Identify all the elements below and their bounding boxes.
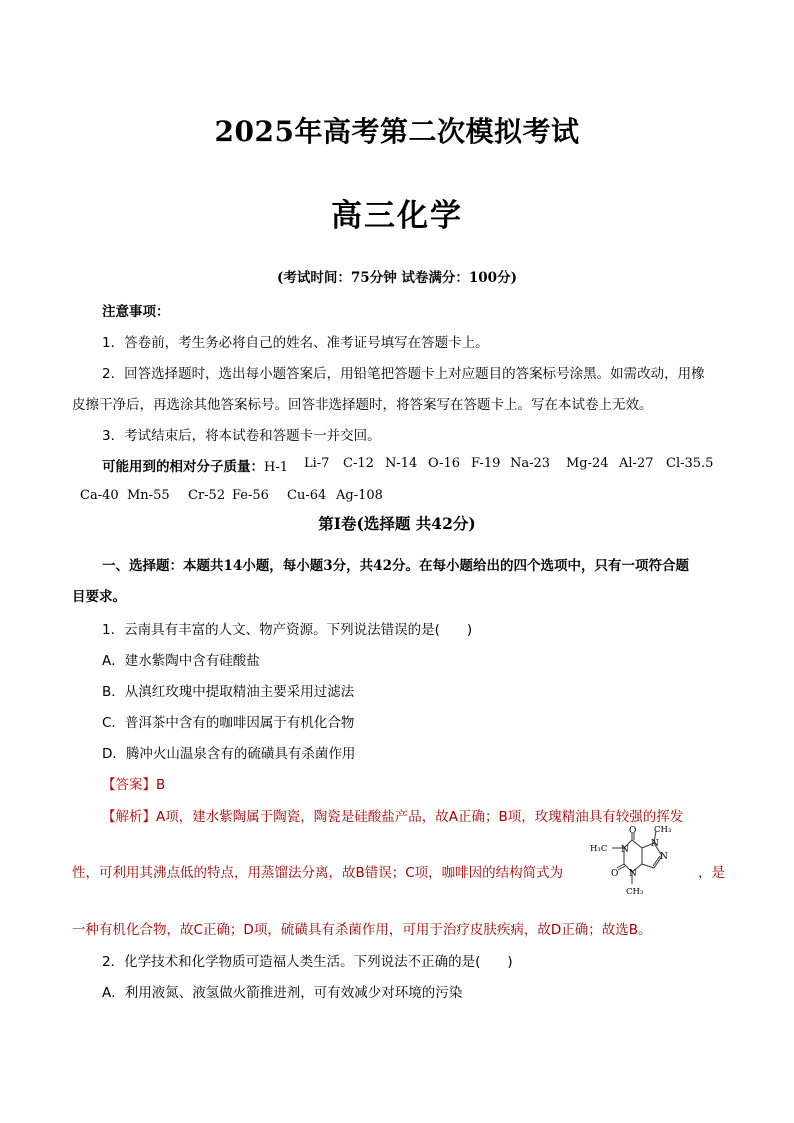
atomic-mass-item: Cr-52 bbox=[188, 488, 226, 503]
nitrogen-atom-label: N bbox=[651, 839, 659, 849]
section-instructions-line-2: 目要求。 bbox=[72, 589, 126, 605]
note-item-2-line-2: 皮擦干净后，再选涂其他答案标号。回答非选择题时，将答案写在答题卡上。写在本试卷上无效。 bbox=[72, 397, 653, 413]
atomic-mass-row-1 bbox=[102, 455, 288, 475]
atomic-mass-item: C-12 bbox=[343, 456, 374, 471]
question-1-answer bbox=[102, 773, 165, 793]
atomic-mass-item: Fe-56 bbox=[232, 488, 269, 503]
caffeine-structure-diagram bbox=[590, 826, 700, 904]
nitrogen-atom-label: N bbox=[660, 852, 668, 862]
atomic-mass-item: Cl-35.5 bbox=[666, 456, 714, 471]
nitrogen-atom-label: N bbox=[629, 869, 637, 879]
atomic-mass-item: Na-23 bbox=[510, 456, 551, 471]
question-1-option-c: C．普洱茶中含有的咖啡因属于有机化合物 bbox=[102, 715, 355, 731]
methyl-group-label: CH₃ bbox=[626, 887, 644, 897]
oxygen-atom-label: O bbox=[629, 826, 637, 836]
exam-title: 2025年高考第二次模拟考试 bbox=[214, 115, 580, 148]
atomic-mass-item: Cu-64 bbox=[287, 488, 327, 503]
subject-title: 高三化学 bbox=[331, 198, 463, 234]
analysis-text: A项，建水紫陶属于陶瓷，陶瓷是硅酸盐产品，故A正确；B项，玫瑰精油具有较强的挥发 bbox=[156, 809, 684, 825]
atomic-mass-item: Ag-108 bbox=[336, 488, 383, 503]
nitrogen-atom-label: N bbox=[621, 845, 629, 855]
answer-tag: 【答案】 bbox=[102, 777, 156, 793]
question-1-analysis-line-2: 性，可利用其沸点低的特点，用蒸馏法分离，故B错误；C项，咖啡因的结构简式为 bbox=[72, 865, 564, 881]
notes-heading: 注意事项： bbox=[102, 304, 170, 320]
question-1-analysis-line-3: 一种有机化合物，故C正确；D项，硫磺具有杀菌作用，可用于治疗皮肤疾病，故D正确；故选B。 bbox=[72, 922, 652, 938]
atomic-mass-item: F-19 bbox=[471, 456, 501, 471]
question-1-option-d: D．腾冲火山温泉含有的硫磺具有杀菌作用 bbox=[102, 746, 356, 762]
question-1-analysis-line-1 bbox=[102, 805, 683, 825]
atomic-mass-item: Al-27 bbox=[619, 456, 654, 471]
answer-value: B bbox=[156, 777, 166, 793]
atomic-mass-item: O-16 bbox=[428, 456, 461, 471]
atomic-mass-item: Mg-24 bbox=[566, 456, 609, 471]
question-2-option-a: A．利用液氮、液氢做火箭推进剂，可有效减少对环境的污染 bbox=[102, 985, 463, 1001]
atomic-mass-item: Mn-55 bbox=[127, 488, 170, 503]
exam-info: (考试时间：75分钟 试卷满分：100分) bbox=[277, 270, 517, 286]
section-instructions-line-1: 一、选择题：本题共14小题，每小题3分，共42分。在每小题给出的四个选项中，只有一项符合题 bbox=[102, 558, 689, 574]
analysis-tag: 【解析】 bbox=[102, 809, 156, 825]
question-1-analysis-line-2-end: ，是 bbox=[698, 865, 725, 881]
atomic-mass-item: H-1 bbox=[264, 460, 289, 475]
oxygen-atom-label: O bbox=[611, 869, 619, 879]
note-item-1: 1．答卷前，考生务必将自己的姓名、准考证号填写在答题卡上。 bbox=[102, 335, 489, 351]
note-item-2-line-1: 2．回答选择题时，选出每小题答案后，用铅笔把答题卡上对应题目的答案标号涂黑。如需改动，用橡 bbox=[102, 366, 705, 382]
note-item-3: 3．考试结束后，将本试卷和答题卡一并交回。 bbox=[102, 428, 381, 444]
atomic-mass-item: Ca-40 bbox=[80, 488, 119, 503]
question-1-option-a: A．建水紫陶中含有硅酸盐 bbox=[102, 653, 260, 669]
methyl-group-label: CH₃ bbox=[654, 826, 672, 835]
question-2-stem: 2．化学技术和化学物质可造福人类生活。下列说法不正确的是( ) bbox=[102, 954, 513, 970]
atomic-mass-item: Li-7 bbox=[304, 456, 330, 471]
methyl-group-label: H₃C bbox=[590, 844, 608, 854]
section-title: 第Ⅰ卷(选择题 共42分) bbox=[318, 514, 476, 533]
atomic-mass-item: N-14 bbox=[385, 456, 418, 471]
question-1-option-b: B．从滇红玫瑰中提取精油主要采用过滤法 bbox=[102, 684, 355, 700]
atomic-mass-label: 可能用到的相对分子质量： bbox=[102, 459, 264, 475]
question-1-stem: 1．云南具有丰富的人文、物产资源。下列说法错误的是( ) bbox=[102, 622, 473, 638]
